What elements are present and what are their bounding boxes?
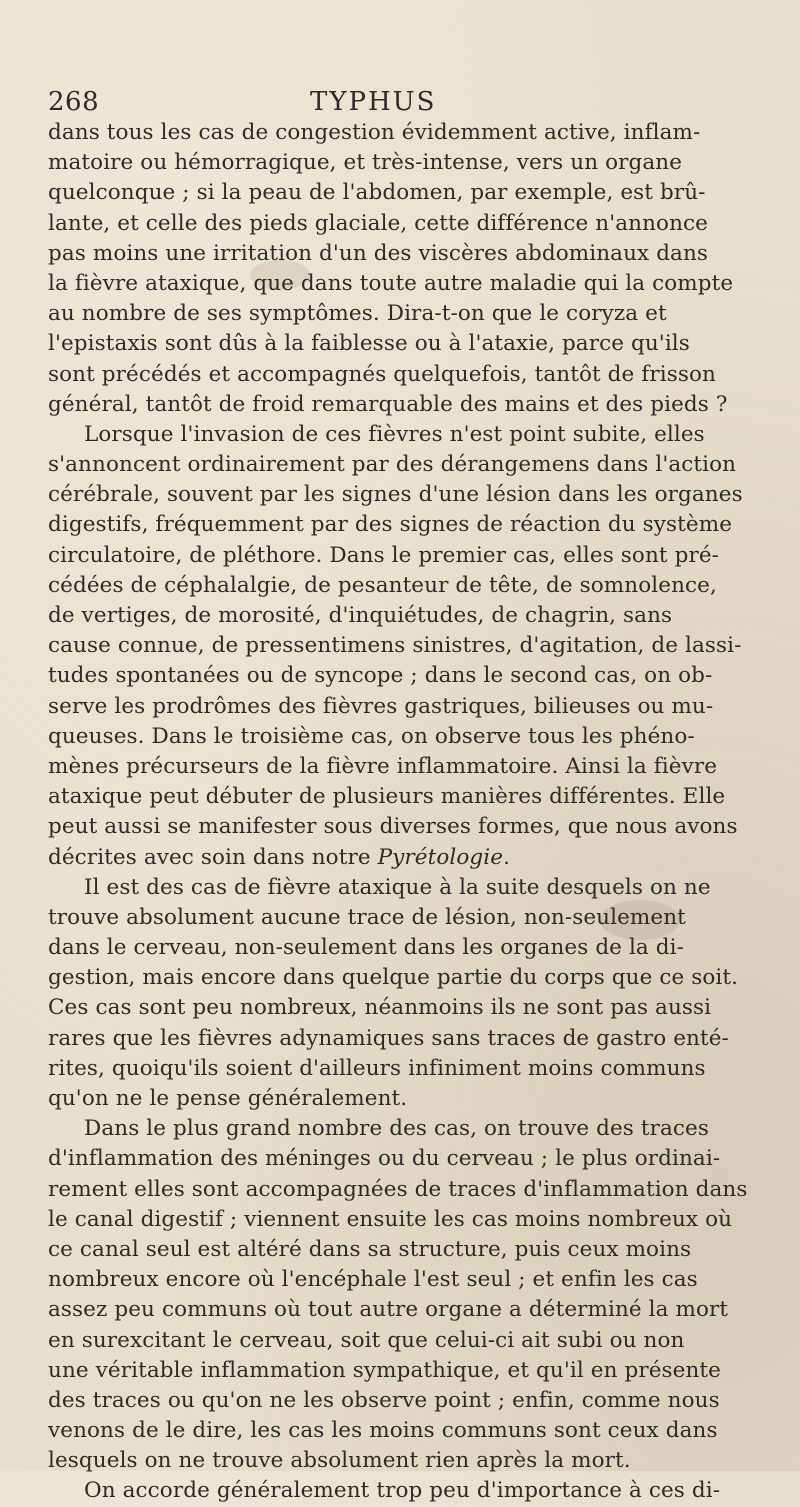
text-line: ce canal seul est altéré dans sa structure, puis ceux moins xyxy=(48,1236,692,1262)
text-line: queuses. Dans le troisième cas, on observe tous les phéno- xyxy=(48,723,695,749)
text-line: trouve absolument aucune trace de lésion, non-seulement xyxy=(48,904,686,930)
text-line: rement elles sont accompagnées de traces d'inflammation dans xyxy=(48,1176,748,1202)
text-line: le canal digestif ; viennent ensuite les cas moins nombreux où xyxy=(48,1206,733,1232)
text-line: cause connue, de pressentimens sinistres, d'agitation, de lassi- xyxy=(48,633,742,659)
text-line: d'inflammation des méninges ou du cerveau ; le plus ordinai- xyxy=(48,1146,721,1172)
book-title: Pyrétologie xyxy=(377,844,504,870)
text-line: cérébrale, souvent par les signes d'une lésion dans les organes xyxy=(48,482,743,508)
text-line: l'epistaxis sont dûs à la faiblesse ou à l'ataxie, parce qu'ils xyxy=(48,331,690,357)
text-line: des traces ou qu'on ne les observe point ; enfin, comme nous xyxy=(48,1387,720,1413)
text-line: serve les prodrômes des fièvres gastriques, bilieuses ou mu- xyxy=(48,693,714,719)
paragraph-start-line: Il est des cas de fièvre ataxique à la suite desquels on ne xyxy=(84,874,711,900)
text-line: pas moins une irritation d'un des viscères abdominaux dans xyxy=(48,240,709,266)
text-line: s'annoncent ordinairement par des dérangemens dans l'action xyxy=(48,452,737,478)
text-line: sont précédés et accompagnés quelquefois, tantôt de frisson xyxy=(48,361,716,387)
paragraph-start-line: Dans le plus grand nombre des cas, on trouve des traces xyxy=(84,1116,709,1142)
paragraph-start-line: Lorsque l'invasion de ces fièvres n'est point subite, elles xyxy=(84,421,705,447)
text-fragment: décrites avec soin dans notre xyxy=(48,844,378,870)
text-line: assez peu communs où tout autre organe a déterminé la mort xyxy=(48,1297,729,1323)
text-line: circulatoire, de pléthore. Dans le premier cas, elles sont pré- xyxy=(48,542,720,568)
paragraph-start-line: On accorde généralement trop peu d'importance à ces di- xyxy=(84,1478,721,1504)
text-line: dans le cerveau, non-seulement dans les organes de la di- xyxy=(48,935,684,961)
text-line: mènes précurseurs de la fièvre inflammatoire. Ainsi la fièvre xyxy=(48,753,718,779)
text-line: nombreux encore où l'encéphale l'est seul ; et enfin les cas xyxy=(48,1267,698,1293)
text-line: tudes spontanées ou de syncope ; dans le second cas, on ob- xyxy=(48,663,713,689)
body-text xyxy=(48,118,758,1507)
page-number: 268 xyxy=(48,87,100,117)
text-line: au nombre de ses symptômes. Dira-t-on que le coryza et xyxy=(48,301,667,327)
text-line: dans tous les cas de congestion évidemment active, inflam- xyxy=(48,120,701,145)
text-line: matoire ou hémorragique, et très-intense, vers un organe xyxy=(48,150,683,176)
text-line: lante, et celle des pieds glaciale, cette différence n'annonce xyxy=(48,210,709,236)
text-line: une véritable inflammation sympathique, et qu'il en présente xyxy=(48,1357,721,1383)
text-line: en surexcitant le cerveau, soit que celui-ci ait subi ou non xyxy=(48,1327,685,1353)
text-line-with-title xyxy=(48,843,758,873)
running-title: TYPHUS xyxy=(310,87,437,117)
text-line: de vertiges, de morosité, d'inquiétudes, de chagrin, sans xyxy=(48,603,673,628)
page-header xyxy=(48,86,748,118)
text-line: cédées de céphalalgie, de pesanteur de tête, de somnolence, xyxy=(48,572,717,598)
text-line: général, tantôt de froid remarquable des mains et des pieds ? xyxy=(48,391,728,417)
text-line: peut aussi se manifester sous diverses formes, que nous avons xyxy=(48,814,738,840)
text-line: gestion, mais encore dans quelque partie du corps que ce soit. xyxy=(48,965,739,991)
text-line: rites, quoiqu'ils soient d'ailleurs infiniment moins communs xyxy=(48,1055,706,1081)
text-line: lesquels on ne trouve absolument rien après la mort. xyxy=(48,1448,631,1474)
text-line: rares que les fièvres adynamiques sans traces de gastro enté- xyxy=(48,1025,729,1051)
text-line: ataxique peut débuter de plusieurs manières différentes. Elle xyxy=(48,784,726,810)
text-line: quelconque ; si la peau de l'abdomen, par exemple, est brû- xyxy=(48,180,706,206)
text-line: venons de le dire, les cas les moins communs sont ceux dans xyxy=(48,1418,718,1444)
text-line: qu'on ne le pense généralement. xyxy=(48,1086,408,1111)
text-line: digestifs, fréquemment par des signes de réaction du système xyxy=(48,512,733,538)
text-line: Ces cas sont peu nombreux, néanmoins ils ne sont pas aussi xyxy=(48,995,712,1021)
text-line: la fièvre ataxique, que dans toute autre maladie qui la compte xyxy=(48,270,734,296)
text-fragment: . xyxy=(503,844,510,870)
